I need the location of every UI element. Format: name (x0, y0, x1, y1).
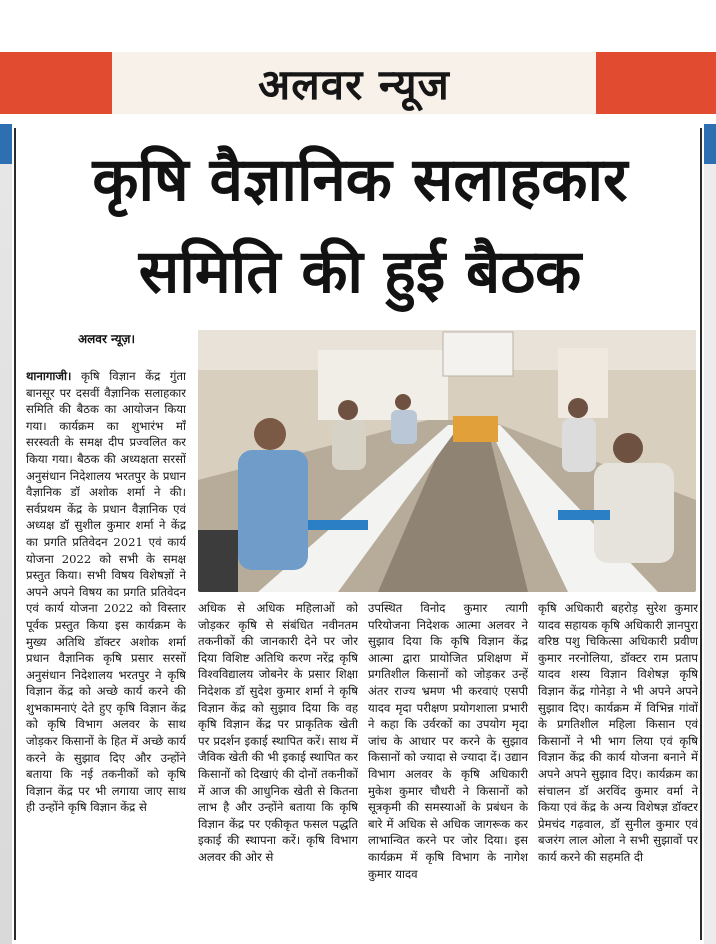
photo-person-head-1 (254, 418, 286, 450)
photo-chair (198, 530, 238, 592)
photo-banner (443, 332, 513, 376)
photo-window (318, 350, 448, 420)
masthead-title: अलवर न्यूज (258, 59, 450, 109)
article-lead-word: थानागाजी। (26, 369, 72, 383)
meeting-photo-illustration (198, 330, 696, 592)
adjacent-page-edge-left (0, 124, 12, 944)
photo-person-head-4 (338, 400, 358, 420)
article-column-2: अधिक से अधिक महिलाओं को जोड़कर कृषि से संबंधित नवीनतम तकनीकों की जानकारी देने पर जोर दिया विशिष्ट अतिथि करण नरेंद्र कृषि विश्वविद्यालय जोबनेर के प्रसार शिक्षा निदेशक डॉ सुदेश कुमार शर्मा ने कृषि विज्ञान केंद्र को सुझाव दिया कि वह कृषि विज्ञान केंद्र पर प्राकृतिक खेती पर प्रदर्शन इकाई स्थापित करें। साथ में जैविक खेती की भी इकाई स्थापित कर किसानों को दिखाएं की दोनों तकनीकों में आज की आधुनिक खेती से कितना लाभ है और उन्होंने बताया कि कृषि विज्ञान केंद्र पर एकीकृत फसल पद्धति इकाई की स्थापना करें। कृषि विभाग अलवर की ओर से (198, 601, 358, 864)
meeting-photo (198, 330, 696, 592)
masthead-band-left (0, 52, 112, 114)
photo-person-body-4 (332, 420, 366, 470)
column-rule-right (700, 128, 702, 940)
photo-flower-arrangement (453, 416, 498, 442)
column-rule-left (14, 128, 16, 940)
photo-person-head-5 (395, 394, 411, 410)
article-column-1 (26, 368, 186, 940)
photo-person-body-3 (562, 418, 596, 472)
adjacent-page-edge-right (704, 124, 716, 944)
dateline: अलवर न्यूज़। (78, 332, 136, 346)
photo-person-body-1 (238, 450, 308, 570)
photo-table-item-blue-2 (558, 510, 610, 520)
photo-person-body-5 (391, 410, 417, 444)
photo-person-head-3 (568, 398, 588, 418)
photo-person-head-2 (613, 433, 643, 463)
article-column-4: कृषि अधिकारी बहरोड़ सुरेश कुमार यादव सहायक कृषि अधिकारी ज्ञानपुरा वरिष्ठ पशु चिकित्सा अधिकारी प्रवीण कुमार नरनोलिया, डॉक्टर राम प्रताप यादव शस्य विज्ञान विशेषज्ञ कृषि विज्ञान केंद्र गोनेड़ा ने भी अपने अपने सुझाव दिए। कार्यक्रम में विभिन्न गांवों के प्रगतिशील महिला किसान एवं किसानों ने भी भाग लिया एवं कृषि विज्ञान केंद्र की कार्य योजना बनाने में अपने अपने सुझाव दिए। कार्यक्रम का संचालन डॉ अरविंद कुमार वर्मा ने किया एवं केंद्र के अन्य विशेषज्ञ डॉक्टर प्रेमचंद गढ़वाल, डॉ सुनील कुमार एवं बजरंग लाल ओला ने सभी सुझावों पर कार्य करने की सहमति दी (538, 601, 698, 864)
masthead-band-right (596, 52, 716, 114)
article-column-3: उपस्थित विनोद कुमार त्यागी परियोजना निदेशक आत्मा अलवर ने सुझाव दिया कि कृषि विज्ञान केंद्र आत्मा द्वारा प्रायोजित प्रशिक्षण में प्रगतिशील किसानों को जोड़कर उन्हें अंतर राज्य भ्रमण भी करवाएं एसपी यादव मृदा परीक्षण प्रयोगशाला प्रभारी ने कहा कि उर्वरकों का उपयोग मृदा जांच के आधार पर करने के सुझाव किसानों को ज्यादा से ज्यादा दें। उद्यान विभाग अलवर के कृषि अधिकारी मुकेश कुमार चौधरी ने किसानों को सूत्रकृमी की समस्याओं के प्रबंधन के बारे में अधिक से अधिक जागरूक कर लाभान्वित करने पर जोर दिया। इस कार्यक्रम में कृषि विभाग के नागेश कुमार यादव (368, 601, 528, 881)
headline-line-1: कृषि वैज्ञानिक सलाहकार (92, 145, 628, 215)
masthead-bar (0, 52, 716, 114)
masthead (112, 52, 596, 114)
headline-line-2: समिति की हुई बैठक (138, 237, 582, 307)
article-column-1-text: कृषि विज्ञान केंद्र गुंता बानसूर पर दसवीं वैज्ञानिक सलाहकार समिति की बैठक का आयोजन किया गया। कार्यक्रम का शुभारंभ माँ सरस्वती के समक्ष दीप प्रज्वलित कर किया गया। बैठक की अध्यक्षता सरसों अनुसंधान निदेशालय भरतपुर के प्रधान वैज्ञानिक डॉ अशोक शर्मा ने की। सर्वप्रथम केंद्र के प्रधान वैज्ञानिक एवं अध्यक्ष डॉ सुशील कुमार शर्मा ने केंद्र का प्रगति प्रतिवेदन 2021 एवं कार्य योजना 2022 को सभी के समक्ष प्रस्तुत किया। सभी विषय विशेषज्ञों ने अपने अपने विषय का प्रगति प्रतिवेदन एवं कार्य योजना 2022 को विस्तार पूर्वक प्रस्तुत किया इस कार्यक्रम के मुख्य अतिथि डॉक्टर अशोक शर्मा प्रधान वैज्ञानिक कृषि प्रसार सरसों अनुसंधान निदेशालय भरतपुर ने कृषि विज्ञान केंद्र को अच्छे कार्य करने की शुभकामनाएं देते हुए कृषि विज्ञान केंद्र को कृषि विभाग अलवर के साथ जोड़कर किसानों के हित में अच्छे कार्य करने के सुझाव दिए और उन्होंने बताया कि नई तकनीकों को कृषि विज्ञान केंद्र पर भी लगाया जाए साथ ही उन्होंने कृषि विज्ञान केंद्र से (26, 369, 186, 815)
photo-table-item-blue-1 (308, 520, 368, 530)
